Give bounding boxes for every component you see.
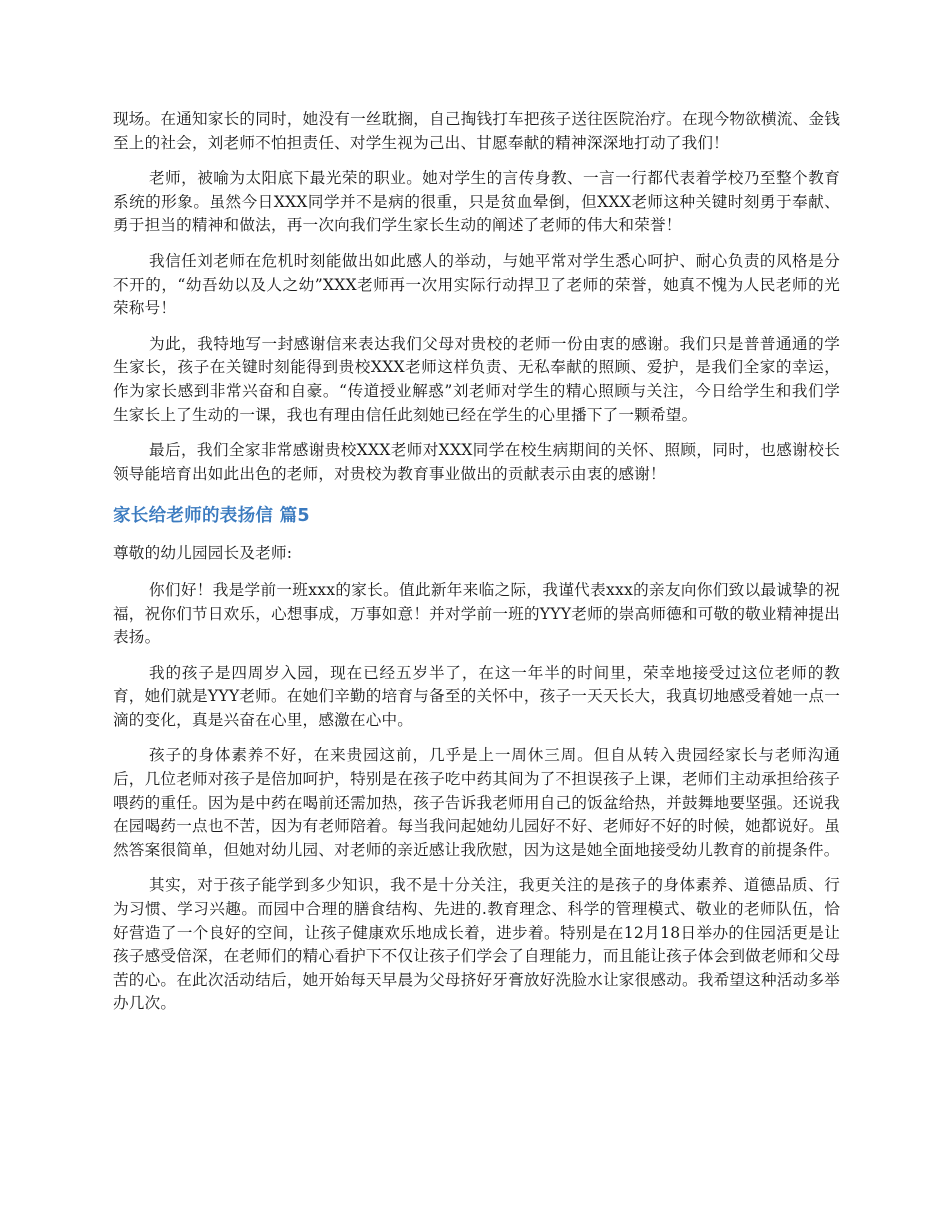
- paragraph: 孩子的身体素养不好，在来贵园这前，几乎是上一周休三周。但自从转入贵园经家长与老师沟通后，几位老师对孩子是倍加呵护，特别是在孩子吃中药其间为了不担误孩子上课，老师们主动承担给孩子喂药的重任。因为是中药在喝前还需加热，孩子告诉我老师用自己的饭盆给热，并鼓舞地要坚强。还说我在园喝药一点也不苦，因为有老师陪着。每当我问起她幼儿园好不好、老师好不好的时候，她都说好。虽然答案很简单，但她对幼儿园、对老师的亲近感让我欣慰，因为这是她全面地接受幼儿教育的前提条件。: [113, 746, 840, 859]
- paragraph: 你们好！我是学前一班xxx的家长。值此新年来临之际，我谨代表xxx的亲友向你们致以最诚挚的祝福，祝你们节日欢乐，心想事成，万事如意！并对学前一班的YYY老师的崇高师德和可敬的敬业精神提出表扬。: [113, 580, 840, 647]
- section-heading: 家长给老师的表扬信 篇5: [113, 506, 310, 527]
- paragraph: 为此，我特地写一封感谢信来表达我们父母对贵校的老师一份由衷的感谢。我们只是普普通通的学生家长，孩子在关键时刻能得到贵校XXX老师这样负责、无私奉献的照顾、爱护，是我们全家的幸运，作为家长感到非常兴奋和自豪。“传道授业解惑”刘老师对学生的精心照顾与关注，今日给学生和我们学生家长上了生动的一课，我也有理由信任此刻她已经在学生的心里播下了一颗希望。: [113, 334, 840, 424]
- letter-4-tail: [113, 108, 840, 486]
- salutation: 尊敬的幼儿园园长及老师:: [113, 544, 293, 563]
- paragraph: 我的孩子是四周岁入园，现在已经五岁半了，在这一年半的时间里，荣幸地接受过这位老师的教育，她们就是YYY老师。在她们辛勤的培育与备至的关怀中，孩子一天天长大，我真切地感受着她一点一滴的变化，真是兴奋在心里，感激在心中。: [113, 663, 840, 729]
- letter-5: [113, 504, 840, 1016]
- document-page: [113, 108, 840, 1028]
- paragraph: 现场。在通知家长的同时，她没有一丝耽搁，自己掏钱打车把孩子送往医院治疗。在现今物欲横流、金钱至上的社会，刘老师不怕担责任、对学生视为己出、甘愿奉献的精神深深地打动了我们！: [113, 110, 840, 152]
- paragraph: 我信任刘老师在危机时刻能做出如此感人的举动，与她平常对学生悉心呵护、耐心负责的风格是分不开的，“幼吾幼以及人之幼”XXX老师再一次用实际行动捍卫了老师的荣誉，她真不愧为人民老师的光荣称号！: [113, 251, 840, 318]
- paragraph: 其实，对于孩子能学到多少知识，我不是十分关注，我更关注的是孩子的身体素养、道德品质、行为习惯、学习兴趣。而园中合理的膳食结构、先进的.教育理念、科学的管理模式、敬业的老师队伍，恰好营造了一个良好的空间，让孩子健康欢乐地成长着，进步着。特别是在12月18日举办的住园活更是让孩子感受倍深，在老师们的精心看护下不仅让孩子们学会了自理能力，而且能让孩子体会到做老师和父母苦的心。在此次活动结后，她开始每天早晨为父母挤好牙膏放好洗脸水让家很感动。我希望这种活动多举办几次。: [113, 876, 840, 1013]
- paragraph: 最后，我们全家非常感谢贵校XXX老师对XXX同学在校生病期间的关怀、照顾，同时，也感谢校长领导能培育出如此出色的老师，对贵校为教育事业做出的贡献表示由衷的感谢！: [113, 441, 840, 483]
- paragraph: 老师，被喻为太阳底下最光荣的职业。她对学生的言传身教、一言一行都代表着学校乃至整个教育系统的形象。虽然今日XXX同学并不是病的很重，只是贫血晕倒，但XXX老师这种关键时刻勇于奉献、勇于担当的精神和做法，再一次向我们学生家长生动的阐述了老师的伟大和荣誉！: [113, 169, 840, 235]
